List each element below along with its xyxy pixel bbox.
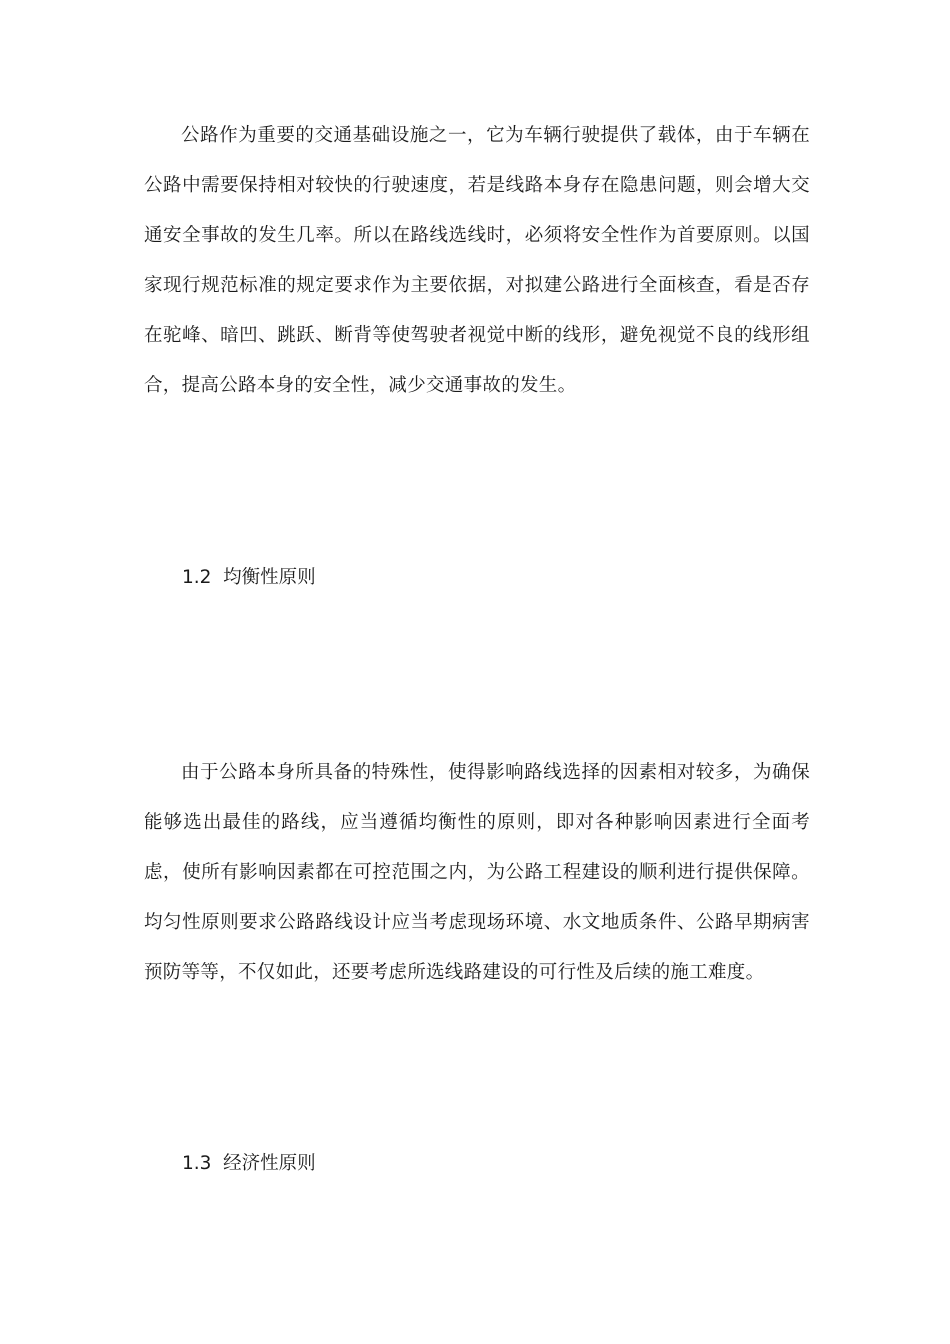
section-heading-economy-principle: 1.3 经济性原则 xyxy=(182,1153,316,1174)
balance-principle-paragraph: 由于公路本身所具备的特殊性，使得影响路线选择的因素相对较多，为确保能够选出最佳的路线，应当遵循均衡性的原则，即对各种影响因素进行全面考虑，使所有影响因素都在可控范围之内，为公路工程建设的顺利进行提供保障。均匀性原则要求公路路线设计应当考虑现场环境、水文地质条件、公路早期病害预防等等，不仅如此，还要考虑所选线路建设的可行性及后续的施工难度。 xyxy=(144,762,810,983)
section-heading-balance-principle: 1.2 均衡性原则 xyxy=(182,567,316,588)
safety-principle-paragraph: 公路作为重要的交通基础设施之一，它为车辆行驶提供了载体，由于车辆在公路中需要保持相对较快的行驶速度，若是线路本身存在隐患问题，则会增大交通安全事故的发生几率。所以在路线选线时，必须将安全性作为首要原则。以国家现行规范标准的规定要求作为主要依据，对拟建公路进行全面核查，看是否存在驼峰、暗凹、跳跃、断背等使驾驶者视觉中断的线形，避免视觉不良的线形组合，提高公路本身的安全性，减少交通事故的发生。 xyxy=(144,125,810,396)
